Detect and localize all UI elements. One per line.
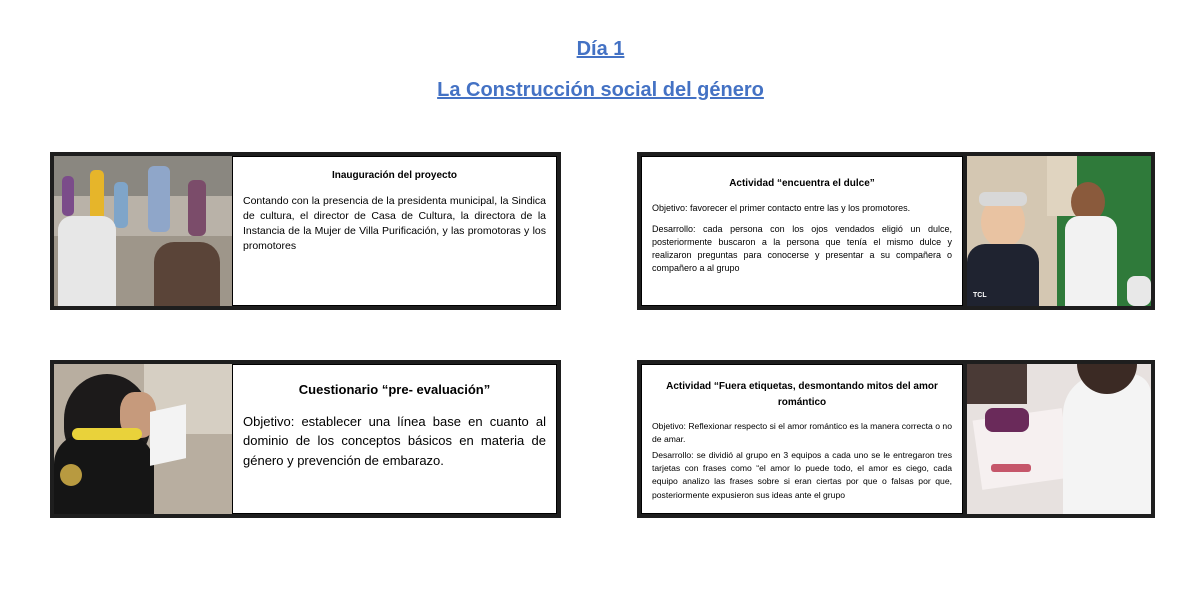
card-textbox (232, 364, 557, 514)
card-paragraph: Desarrollo: cada persona con los ojos vendados eligió un dulce, posteriormente buscaron a la persona que tenía el mismo dulce y realizaron preguntas para conocerse y presentar a su compañera o compañero a al grupo (652, 223, 952, 273)
card-title: Actividad “encuentra el dulce” (729, 178, 875, 189)
card-paragraph: Objetivo: favorecer el primer contacto entre las y los promotores. (652, 202, 911, 213)
card-title: Cuestionario “pre- evaluación” (298, 382, 491, 397)
photo-fuera-etiquetas (967, 364, 1151, 514)
card-paragraph: Objetivo: establecer una línea base en cuanto al dominio de los conceptos básicos en materia de género y prevención de embarazo. (243, 413, 546, 468)
card-textbox (641, 364, 963, 514)
card-paragraph: Desarrollo: se dividió al grupo en 3 equipos a cada uno se le entregaron tres tarjetas con frases como “el amor lo puede todo, el amor es ciego, cada equipo analizo las frases sobre si eran ciertas por que o falsas por que, posteriormente expusieron sus ideas ante el grupo (652, 449, 952, 500)
page-topic-heading: La Construcción social del género (437, 79, 764, 101)
card-textbox (641, 156, 963, 306)
photo-cuestionario (54, 364, 232, 514)
card-paragraph: Objetivo: Reflexionar respecto si el amor romántico es la manera correcta o no de amar. (652, 421, 952, 445)
card-title: Inauguración del proyecto (331, 170, 458, 181)
photo-inauguracion (54, 156, 232, 306)
card-paragraph: Contando con la presencia de la presidenta municipal, la Sindica de cultura, el director de Casa de Cultura, la directora de la Instancia de la Mujer de Villa Purificación, y las promotoras y los promotores (243, 194, 546, 253)
card-textbox (232, 156, 557, 306)
photo-encuentra-dulce (967, 156, 1151, 306)
card-fuera-etiquetas (637, 360, 1155, 518)
card-encuentra-dulce (637, 152, 1155, 310)
card-cuestionario (50, 360, 561, 518)
card-inauguracion (50, 152, 561, 310)
page-day-heading: Día 1 (576, 38, 625, 60)
photo-watermark: TCL (973, 292, 987, 299)
card-title: Actividad “Fuera etiquetas, desmontando mitos del amor romántico (666, 381, 938, 408)
